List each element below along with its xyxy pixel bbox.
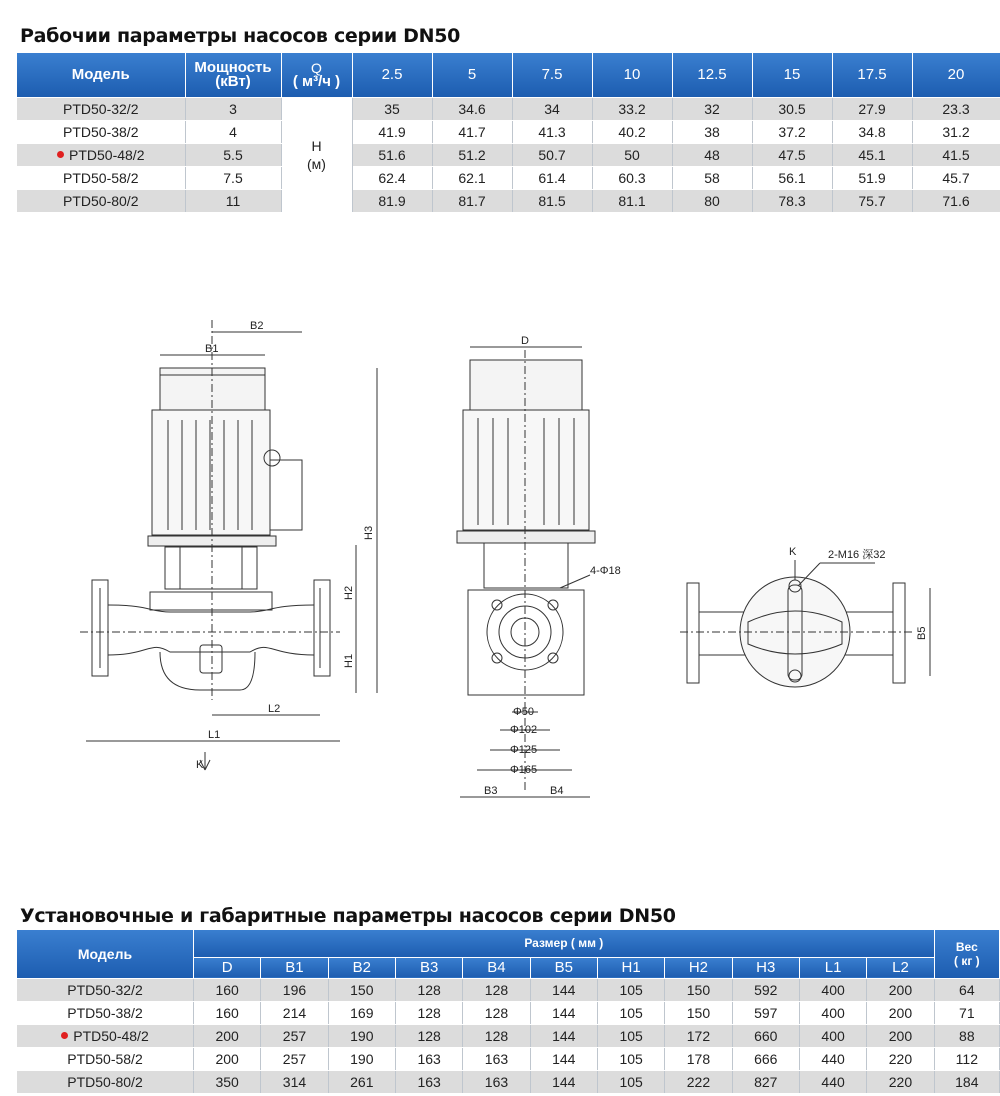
top-view <box>680 560 930 687</box>
table-row <box>17 1001 1000 1024</box>
head-unit-line1: H <box>311 137 322 154</box>
table-row <box>17 978 1000 1001</box>
dimension-cell: 144 <box>530 1047 597 1070</box>
head-value-cell: 47.5 <box>752 143 832 166</box>
head-value-cell: 62.1 <box>432 166 512 189</box>
head-value-cell: 81.1 <box>592 189 672 212</box>
dimension-cell: 105 <box>597 1024 664 1047</box>
flow-value-header: 2.5 <box>352 53 432 97</box>
dimension-cell: 105 <box>597 1001 664 1024</box>
head-value-cell: 40.2 <box>592 120 672 143</box>
dimension-cell: 150 <box>665 978 732 1001</box>
dimension-cell: 163 <box>463 1047 530 1070</box>
model-name: PTD50-38/2 <box>67 1004 143 1021</box>
flow-value-header: 7.5 <box>512 53 592 97</box>
model-cell <box>17 1047 193 1070</box>
dim-header: H1 <box>597 957 664 978</box>
head-value-cell: 34.8 <box>832 120 912 143</box>
dimension-cell: 150 <box>665 1001 732 1024</box>
flow-value-header: 5 <box>432 53 512 97</box>
dim-label-k-front: K <box>196 759 204 771</box>
model-cell <box>17 189 185 212</box>
head-value-cell: 75.7 <box>832 189 912 212</box>
dim-header: H3 <box>732 957 799 978</box>
head-unit-line2: (м) <box>307 155 326 172</box>
flow-value-header: 12.5 <box>672 53 752 97</box>
dimension-cell: 169 <box>328 1001 395 1024</box>
dim-label-d: D <box>521 335 529 347</box>
head-value-cell: 56.1 <box>752 166 832 189</box>
flow-header-line1: Q <box>311 59 322 76</box>
model-cell <box>17 143 185 166</box>
head-value-cell: 61.4 <box>512 166 592 189</box>
head-value-cell: 71.6 <box>912 189 1000 212</box>
dim-label-h3: H3 <box>363 525 375 540</box>
dimension-cell: 163 <box>395 1047 462 1070</box>
weight-header-line1: Вес <box>955 939 978 954</box>
head-value-cell: 35 <box>352 97 432 120</box>
table-row <box>17 143 1000 166</box>
head-value-cell: 50.7 <box>512 143 592 166</box>
col-header-size-group: Размер ( мм ) <box>193 930 934 957</box>
dimension-cell: 128 <box>395 1024 462 1047</box>
head-value-cell: 41.9 <box>352 120 432 143</box>
head-value-cell: 81.9 <box>352 189 432 212</box>
head-value-cell: 51.2 <box>432 143 512 166</box>
head-value-cell: 50 <box>592 143 672 166</box>
dim-label-b3: B3 <box>484 785 498 797</box>
installation-table <box>17 930 1000 1094</box>
dim-header: B3 <box>395 957 462 978</box>
col-header-flow <box>281 53 352 97</box>
head-value-cell: 41.3 <box>512 120 592 143</box>
dimension-cell: 257 <box>261 1024 328 1047</box>
dimension-cell: 144 <box>530 1001 597 1024</box>
head-value-cell: 27.9 <box>832 97 912 120</box>
col-header-model: Модель <box>17 53 185 97</box>
model-cell <box>17 120 185 143</box>
dimension-cell: 222 <box>665 1070 732 1093</box>
col-header-power <box>185 53 281 97</box>
model-name: PTD50-58/2 <box>63 169 139 186</box>
model-name: PTD50-48/2 <box>69 146 145 163</box>
dim-label-h1: H1 <box>343 653 355 668</box>
weight-cell: 71 <box>934 1001 999 1024</box>
dimension-cell: 440 <box>799 1070 866 1093</box>
model-cell <box>17 1001 193 1024</box>
dim-label-k-top: K <box>789 546 797 558</box>
dimension-cell: 257 <box>261 1047 328 1070</box>
table-row <box>17 166 1000 189</box>
head-value-cell: 31.2 <box>912 120 1000 143</box>
dimension-cell: 128 <box>463 978 530 1001</box>
power-cell: 4 <box>185 120 281 143</box>
table-row <box>17 120 1000 143</box>
dimension-cell: 128 <box>463 1001 530 1024</box>
power-cell: 3 <box>185 97 281 120</box>
head-value-cell: 33.2 <box>592 97 672 120</box>
dim-header: B4 <box>463 957 530 978</box>
dimension-cell: 660 <box>732 1024 799 1047</box>
flow-value-header: 10 <box>592 53 672 97</box>
dimension-cell: 400 <box>799 978 866 1001</box>
flow-value-header: 17.5 <box>832 53 912 97</box>
dim-header: D <box>193 957 260 978</box>
model-name: PTD50-48/2 <box>73 1027 149 1044</box>
dim-label-bolt-holes: 4-Φ18 <box>590 565 621 577</box>
dimension-cell: 144 <box>530 1024 597 1047</box>
dimension-cell: 160 <box>193 978 260 1001</box>
head-value-cell: 34.6 <box>432 97 512 120</box>
weight-cell: 64 <box>934 978 999 1001</box>
power-header-line1: Мощность <box>194 58 272 76</box>
model-name: PTD50-32/2 <box>67 981 143 998</box>
dimension-cell: 190 <box>328 1024 395 1047</box>
head-value-cell: 80 <box>672 189 752 212</box>
installation-header-row-1 <box>17 930 1000 957</box>
dimension-cell: 178 <box>665 1047 732 1070</box>
dim-label-phi50: Φ50 <box>513 706 535 718</box>
table-row <box>17 97 1000 120</box>
head-value-cell: 30.5 <box>752 97 832 120</box>
dim-label-b2: B2 <box>250 320 264 332</box>
dimension-cell: 163 <box>395 1070 462 1093</box>
weight-header-line2: ( кг ) <box>953 953 980 968</box>
model-cell <box>17 1024 193 1047</box>
head-value-cell: 32 <box>672 97 752 120</box>
dimension-cell: 150 <box>328 978 395 1001</box>
dimension-cell: 400 <box>799 1001 866 1024</box>
head-value-cell: 81.5 <box>512 189 592 212</box>
head-value-cell: 45.7 <box>912 166 1000 189</box>
dimension-cell: 160 <box>193 1001 260 1024</box>
dim-header: L2 <box>867 957 934 978</box>
model-cell <box>17 1070 193 1093</box>
flow-value-header: 15 <box>752 53 832 97</box>
col-header-weight <box>934 930 999 978</box>
dim-label-b5: B5 <box>916 626 928 640</box>
dim-label-l1: L1 <box>208 729 221 741</box>
dimension-cell: 128 <box>395 978 462 1001</box>
dimension-cell: 200 <box>867 978 934 1001</box>
selected-marker-icon <box>57 151 64 158</box>
dimension-cell: 400 <box>799 1024 866 1047</box>
head-value-cell: 41.5 <box>912 143 1000 166</box>
head-value-cell: 62.4 <box>352 166 432 189</box>
head-value-cell: 34 <box>512 97 592 120</box>
dimension-cell: 128 <box>463 1024 530 1047</box>
dimension-cell: 200 <box>193 1047 260 1070</box>
selected-marker-icon <box>61 1032 68 1039</box>
dimension-cell: 597 <box>732 1001 799 1024</box>
table-row <box>17 1070 1000 1093</box>
performance-header-row <box>17 53 1000 97</box>
installation-table-body <box>17 978 1000 1093</box>
installation-table-title: Установочные и габаритные параметры насосов серии DN50 <box>20 905 676 927</box>
dimension-cell: 163 <box>463 1070 530 1093</box>
dim-label-phi125: Φ125 <box>510 744 538 756</box>
head-value-cell: 48 <box>672 143 752 166</box>
dim-header: L1 <box>799 957 866 978</box>
dimension-cell: 261 <box>328 1070 395 1093</box>
dimension-cell: 105 <box>597 978 664 1001</box>
flow-value-header: 20 <box>912 53 1000 97</box>
model-name: PTD50-58/2 <box>67 1050 143 1067</box>
head-value-cell: 58 <box>672 166 752 189</box>
model-name: PTD50-32/2 <box>63 100 139 117</box>
dim-label-b1: B1 <box>205 343 219 355</box>
head-value-cell: 45.1 <box>832 143 912 166</box>
dimension-cell: 350 <box>193 1070 260 1093</box>
performance-table-body <box>17 97 1000 212</box>
power-cell: 11 <box>185 189 281 212</box>
dimension-cell: 196 <box>261 978 328 1001</box>
head-value-cell: 81.7 <box>432 189 512 212</box>
dimension-cell: 220 <box>867 1047 934 1070</box>
table-row <box>17 189 1000 212</box>
dimension-cell: 105 <box>597 1070 664 1093</box>
performance-table-title: Рабочии параметры насосов серии DN50 <box>20 25 461 47</box>
model-name: PTD50-80/2 <box>63 192 139 209</box>
dimension-cell: 200 <box>193 1024 260 1047</box>
dimension-cell: 128 <box>395 1001 462 1024</box>
dimension-cell: 827 <box>732 1070 799 1093</box>
head-value-cell: 78.3 <box>752 189 832 212</box>
dimension-cell: 666 <box>732 1047 799 1070</box>
table-row <box>17 1024 1000 1047</box>
dimension-cell: 144 <box>530 1070 597 1093</box>
head-value-cell: 23.3 <box>912 97 1000 120</box>
model-cell <box>17 97 185 120</box>
model-cell <box>17 978 193 1001</box>
pump-dimension-drawing <box>0 290 1000 820</box>
head-value-cell: 38 <box>672 120 752 143</box>
dim-label-l2: L2 <box>268 703 281 715</box>
head-value-cell: 51.6 <box>352 143 432 166</box>
power-cell: 5.5 <box>185 143 281 166</box>
weight-cell: 184 <box>934 1070 999 1093</box>
dimension-cell: 440 <box>799 1047 866 1070</box>
dimension-cell: 592 <box>732 978 799 1001</box>
dimension-cell: 220 <box>867 1070 934 1093</box>
dimension-cell: 144 <box>530 978 597 1001</box>
dim-label-thread: 2-M16 深32 <box>828 549 886 561</box>
dimension-cell: 190 <box>328 1047 395 1070</box>
head-value-cell: 51.9 <box>832 166 912 189</box>
dimension-cell: 314 <box>261 1070 328 1093</box>
dimension-cell: 200 <box>867 1024 934 1047</box>
power-cell: 7.5 <box>185 166 281 189</box>
dim-header: B1 <box>261 957 328 978</box>
model-name: PTD50-80/2 <box>67 1073 143 1090</box>
head-value-cell: 60.3 <box>592 166 672 189</box>
dimension-cell: 200 <box>867 1001 934 1024</box>
power-header-line2: (кВт) <box>215 72 251 90</box>
head-value-cell: 37.2 <box>752 120 832 143</box>
dim-label-phi165: Φ165 <box>510 764 538 776</box>
performance-table <box>17 53 1000 213</box>
dimension-cell: 214 <box>261 1001 328 1024</box>
model-name: PTD50-38/2 <box>63 123 139 140</box>
dim-label-h2: H2 <box>343 585 355 600</box>
dimension-cell: 105 <box>597 1047 664 1070</box>
table-row <box>17 1047 1000 1070</box>
weight-cell: 112 <box>934 1047 999 1070</box>
weight-cell: 88 <box>934 1024 999 1047</box>
dim-header: B5 <box>530 957 597 978</box>
front-view <box>80 320 377 770</box>
col-header-model: Модель <box>17 930 193 978</box>
flow-header-line2: ( м³/ч ) <box>292 72 341 90</box>
dim-header: B2 <box>328 957 395 978</box>
dim-label-phi102: Φ102 <box>510 724 538 736</box>
dim-label-b4: B4 <box>550 785 564 797</box>
head-unit-cell <box>281 97 352 212</box>
head-value-cell: 41.7 <box>432 120 512 143</box>
model-cell <box>17 166 185 189</box>
dim-header: H2 <box>665 957 732 978</box>
dimension-cell: 172 <box>665 1024 732 1047</box>
